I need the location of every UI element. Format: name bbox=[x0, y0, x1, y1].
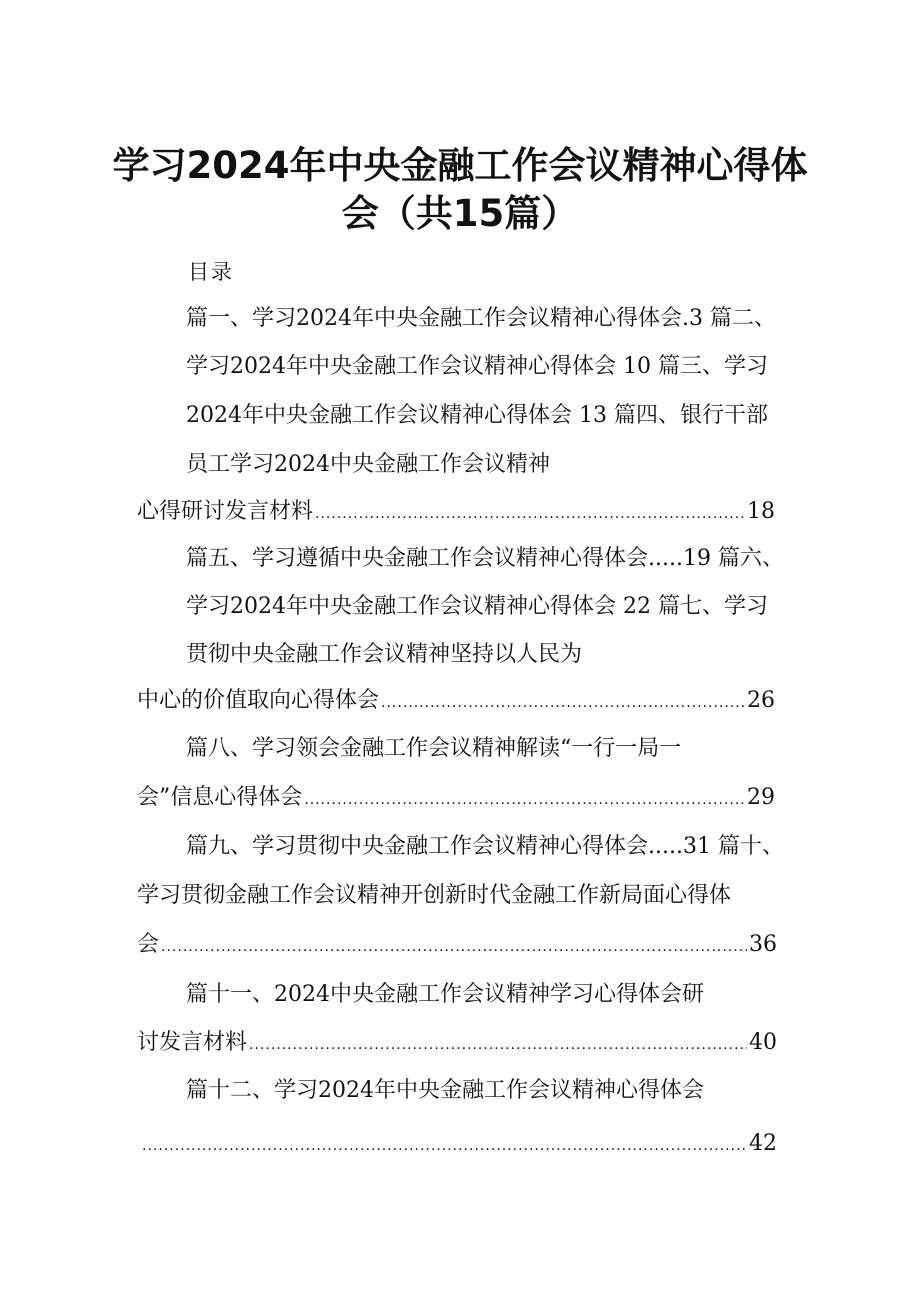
toc-line-6: 篇五、学习遵循中央金融工作会议精神心得体会.....19 篇六、 bbox=[186, 546, 784, 571]
toc-page-number: 18 bbox=[747, 499, 775, 524]
toc-entry-text: 讨发言材料 bbox=[137, 1030, 248, 1055]
toc-entry-text: 会”信息心得体会 bbox=[137, 785, 303, 810]
toc-entry-text: 中心的价值取向心得体会 bbox=[137, 688, 380, 713]
toc-page-number: 40 bbox=[749, 1030, 777, 1055]
toc-leader-dots bbox=[142, 1131, 747, 1161]
toc-entry-text: 心得研讨发言材料 bbox=[137, 499, 314, 524]
toc-leader-dots bbox=[381, 688, 745, 718]
toc-page-number: 42 bbox=[749, 1131, 777, 1156]
toc-line-1: 篇一、学习2024年中央金融工作会议精神心得体会.3 篇二、 bbox=[186, 306, 776, 331]
toc-entry-line-18 bbox=[140, 1129, 777, 1159]
document-title-line-2: 会（共15篇） bbox=[341, 192, 579, 235]
toc-leader-dots bbox=[304, 785, 745, 815]
toc-entry-line-5 bbox=[137, 497, 775, 527]
toc-entry-line-9 bbox=[137, 686, 775, 716]
toc-line-4: 员工学习2024中央金融工作会议精神 bbox=[186, 452, 550, 477]
toc-entry-line-16 bbox=[137, 1028, 777, 1058]
toc-entry-line-11 bbox=[137, 783, 775, 813]
toc-line-17: 篇十二、学习2024年中央金融工作会议精神心得体会 bbox=[186, 1078, 704, 1103]
toc-leader-dots bbox=[315, 499, 745, 529]
toc-line-15: 篇十一、2024中央金融工作会议精神学习心得体会研 bbox=[186, 982, 704, 1007]
toc-leader-dots bbox=[161, 932, 747, 962]
toc-line-12: 篇九、学习贯彻中央金融工作会议精神心得体会.....31 篇十、 bbox=[186, 834, 784, 859]
toc-page-number: 36 bbox=[749, 932, 777, 957]
toc-entry-text: 会 bbox=[137, 932, 160, 957]
toc-line-7: 学习2024年中央金融工作会议精神心得体会 22 篇七、学习 bbox=[186, 594, 768, 619]
toc-leader-dots bbox=[249, 1030, 747, 1060]
toc-line-13: 学习贯彻金融工作会议精神开创新时代金融工作新局面心得体 bbox=[137, 883, 732, 908]
toc-line-10: 篇八、学习领会金融工作会议精神解读“一行一局一 bbox=[186, 736, 682, 761]
toc-line-8: 贯彻中央金融工作会议精神坚持以人民为 bbox=[186, 642, 583, 667]
toc-line-2: 学习2024年中央金融工作会议精神心得体会 10 篇三、学习 bbox=[186, 354, 768, 379]
toc-page-number: 29 bbox=[747, 785, 775, 810]
toc-heading: 目录 bbox=[188, 260, 234, 284]
document-title-line-1: 学习2024年中央金融工作会议精神心得体 bbox=[112, 144, 808, 187]
toc-entry-line-14 bbox=[137, 930, 777, 960]
toc-page-number: 26 bbox=[747, 688, 775, 713]
toc-line-3: 2024年中央金融工作会议精神心得体会 13 篇四、银行干部 bbox=[186, 403, 768, 428]
